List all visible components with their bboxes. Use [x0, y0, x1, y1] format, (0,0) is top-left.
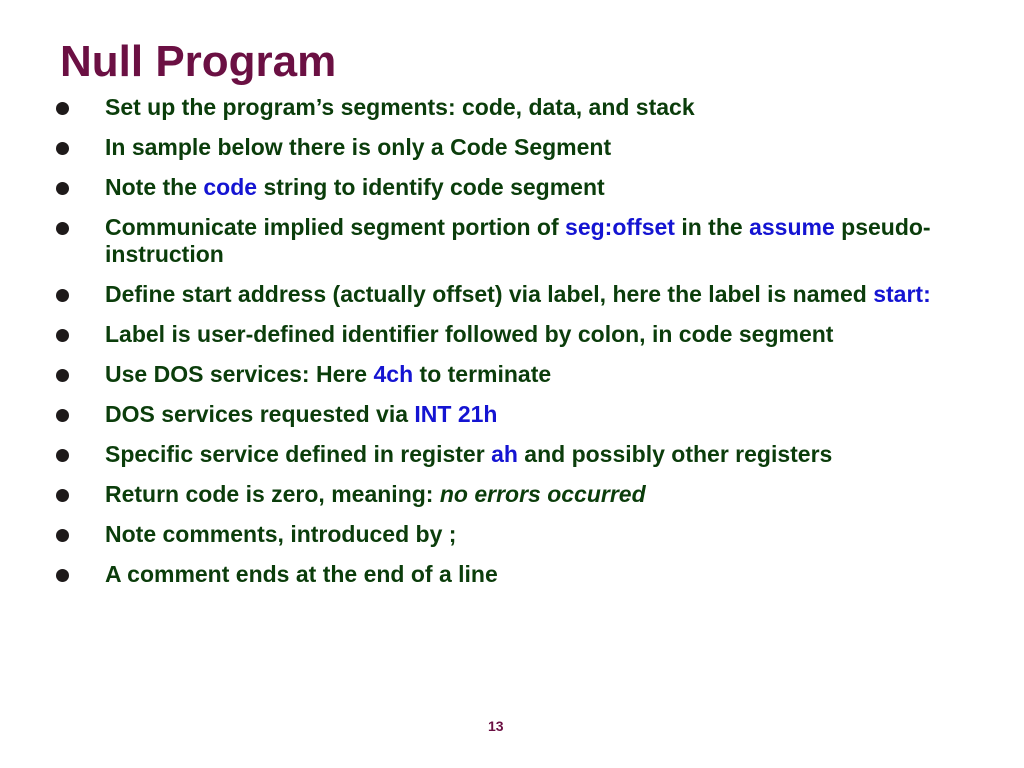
bullet-text: Note the code string to identify code segment [105, 174, 605, 200]
keyword-ah: ah [491, 441, 518, 467]
keyword-start: start: [873, 281, 931, 307]
bullet-icon [56, 289, 69, 302]
bullet-text: In sample below there is only a Code Segment [105, 134, 612, 160]
bullet-icon [56, 529, 69, 542]
bullet-icon [56, 329, 69, 342]
bullet-item [0, 561, 1024, 588]
keyword-4ch: 4ch [373, 361, 414, 387]
bullet-item [0, 361, 1024, 388]
keyword-seg-offset: seg:offset [565, 214, 675, 240]
keyword-int-21h: INT 21h [414, 401, 498, 427]
bullet-item [0, 481, 1024, 508]
bullet-text: Label is user-defined identifier followed by colon, in code segment [105, 321, 834, 347]
bullet-item [0, 281, 1024, 308]
bullet-item [0, 94, 1024, 121]
emphasis-no-errors: no errors occurred [439, 481, 646, 507]
page-number: 13 [488, 718, 504, 734]
bullet-text: Communicate implied segment portion of seg:offset in the assume pseudo-instruction [105, 214, 931, 267]
bullet-text: Return code is zero, meaning: no errors occurred [105, 481, 646, 507]
bullet-text: A comment ends at the end of a line [105, 561, 498, 587]
bullet-item [0, 321, 1024, 348]
bullet-text: Use DOS services: Here 4ch to terminate [105, 361, 552, 387]
bullet-icon [56, 489, 69, 502]
keyword-code: code [203, 174, 258, 200]
bullet-icon [56, 369, 69, 382]
bullet-text: DOS services requested via INT 21h [105, 401, 498, 427]
bullet-text: Set up the program’s segments: code, data, and stack [105, 94, 695, 120]
keyword-assume: assume [749, 214, 835, 240]
bullet-item [0, 401, 1024, 428]
bullet-icon [56, 182, 69, 195]
bullet-icon [56, 449, 69, 462]
bullet-icon [56, 569, 69, 582]
bullet-text: Note comments, introduced by ; [105, 521, 457, 547]
slide-title: Null Program [60, 37, 337, 86]
bullet-item [0, 134, 1024, 161]
bullet-icon [56, 222, 69, 235]
bullet-item [0, 521, 1024, 548]
bullet-icon [56, 409, 69, 422]
bullet-item [0, 441, 1024, 468]
bullet-icon [56, 142, 69, 155]
bullet-text: Define start address (actually offset) via label, here the label is named start: [105, 281, 931, 307]
bullet-icon [56, 102, 69, 115]
bullet-text: Specific service defined in register ah and possibly other registers [105, 441, 833, 467]
bullet-item [0, 214, 1024, 268]
bullet-list [0, 94, 1024, 601]
bullet-item [0, 174, 1024, 201]
